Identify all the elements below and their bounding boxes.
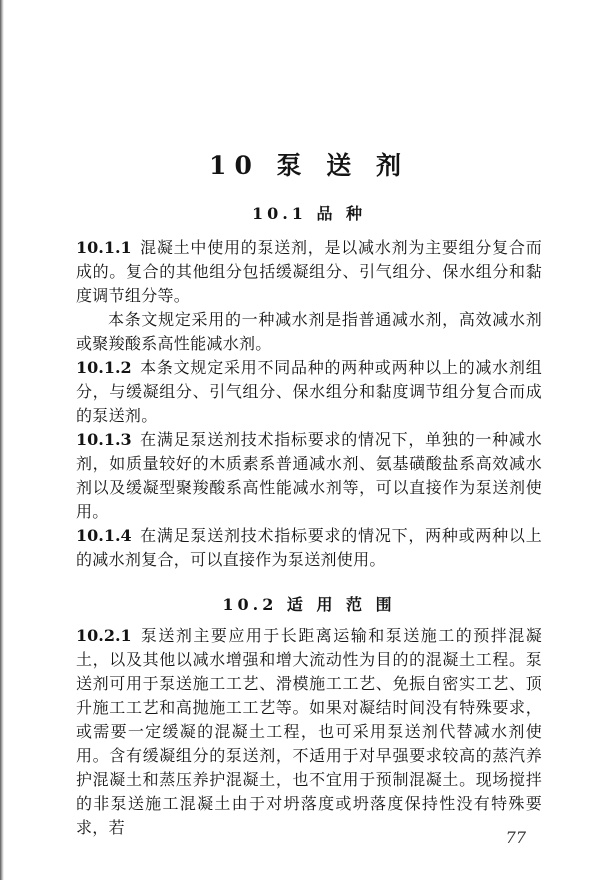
clause-number: 10.2.1	[76, 626, 132, 645]
document-page	[76, 0, 542, 880]
paragraph-10-1-1-note	[76, 308, 542, 356]
chapter-title: 10 泵 送 剂	[209, 151, 409, 180]
clause-number: 10.1.4	[76, 526, 132, 545]
clause-10-1-3	[76, 428, 542, 524]
clause-number: 10.1.2	[76, 358, 132, 377]
clause-text: 泵送剂主要应用于长距离运输和泵送施工的预拌混凝土，以及其他以减水增强和增大流动性为目的的混凝土工程。泵送剂可用于泵送施工工艺、滑模施工工艺、免振自密实工艺、顶升施工工艺和高抛施工工艺等。如果对凝结时间没有特殊要求，或需要一定缓凝的混凝土工程，也可采用泵送剂代替减水剂使用。含有缓凝组分的泵送剂，不适用于对早强要求较高的蒸汽养护混凝土和蒸压养护混凝土，也不宜用于预制混凝土。现场搅拌的非泵送施工混凝土由于对坍落度或坍落度保持性没有特殊要求，若	[76, 626, 542, 837]
clause-10-1-2	[76, 356, 542, 428]
clause-10-2-1	[76, 624, 542, 840]
clause-text: 在满足泵送剂技术指标要求的情况下，两种或两种以上的减水剂复合，可以直接作为泵送剂使用。	[76, 526, 542, 569]
clause-text: 本条文规定采用不同品种的两种或两种以上的减水剂组分，与缓凝组分、引气组分、保水组分和黏度调节组分复合而成的泵送剂。	[76, 358, 542, 425]
page-number: 77	[505, 828, 526, 847]
clause-10-1-4	[76, 524, 542, 572]
section-title-10-1: 10.1 品 种	[251, 204, 367, 223]
scan-edge-shadow	[0, 0, 4, 880]
paragraph-text: 本条文规定采用的一种减水剂是指普通减水剂，高效减水剂或聚羧酸系高性能减水剂。	[76, 310, 542, 353]
clause-number: 10.1.1	[76, 238, 132, 257]
clause-text: 混凝土中使用的泵送剂，是以减水剂为主要组分复合而成的。复合的其他组分包括缓凝组分、引气组分、保水组分和黏度调节组分等。	[76, 238, 542, 305]
clause-text: 在满足泵送剂技术指标要求的情况下，单独的一种减水剂，如质量较好的木质素系普通减水剂、氨基磺酸盐系高效减水剂以及缓凝型聚羧酸系高性能减水剂等，可以直接作为泵送剂使用。	[76, 430, 542, 521]
section-title-10-2: 10.2 适 用 范 围	[222, 595, 396, 614]
clause-number: 10.1.3	[76, 430, 132, 449]
clause-10-1-1	[76, 236, 542, 308]
